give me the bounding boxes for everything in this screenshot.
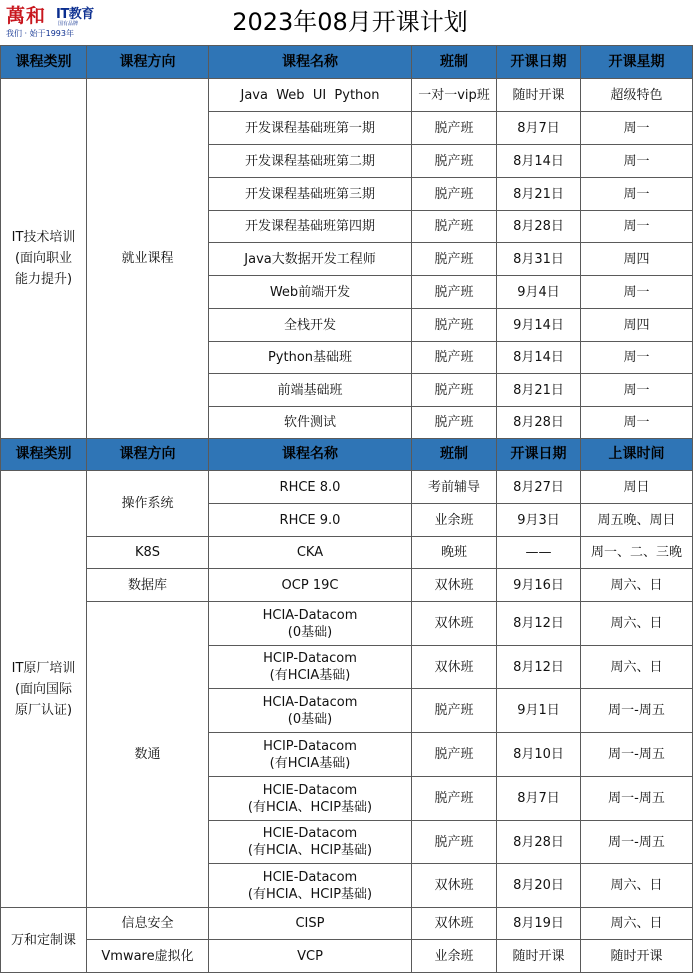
class-type: 脱产班: [412, 145, 497, 178]
direction-cell: 就业课程: [87, 79, 209, 439]
class-type: 脱产班: [412, 211, 497, 243]
weekday: 周一: [581, 374, 693, 407]
header-cell: 开课星期: [581, 46, 693, 79]
class-type: 脱产班: [412, 689, 497, 733]
class-type: 双休班: [412, 602, 497, 646]
header-cell: 开课日期: [497, 439, 581, 471]
logo-it-subtext: 国有品牌: [58, 21, 79, 27]
start-date: 8月12日: [497, 646, 581, 689]
weekday: 周一: [581, 178, 693, 211]
category-cell: [1, 79, 87, 439]
logo-brand-text: 萬和: [6, 5, 47, 27]
weekday: 随时开课: [581, 940, 693, 973]
table-row: [1, 940, 693, 973]
course-name: 前端基础班: [209, 374, 412, 407]
table-row: [1, 569, 693, 602]
start-date: 9月4日: [497, 276, 581, 309]
start-date: 8月19日: [497, 908, 581, 940]
course-name: [209, 689, 412, 733]
course-name: [209, 864, 412, 908]
weekday: 周一、二、三晚: [581, 537, 693, 569]
class-type: 双休班: [412, 646, 497, 689]
start-date: 9月14日: [497, 309, 581, 342]
start-date: 8月28日: [497, 211, 581, 243]
course-name-line2: (有HCIA、HCIP基础): [247, 799, 373, 815]
start-date: 9月1日: [497, 689, 581, 733]
header-cell: 课程方向: [87, 46, 209, 79]
weekday: 周一: [581, 211, 693, 243]
class-type: 双休班: [412, 864, 497, 908]
class-type: 脱产班: [412, 374, 497, 407]
start-date: 8月7日: [497, 112, 581, 145]
header-cell: 课程类别: [1, 439, 87, 471]
category-cell: 万和定制课: [1, 908, 87, 973]
table-row: [1, 602, 693, 646]
start-date: 8月21日: [497, 374, 581, 407]
class-type: 脱产班: [412, 777, 497, 821]
class-type: 脱产班: [412, 733, 497, 777]
course-name: 开发课程基础班第一期: [209, 112, 412, 145]
brand-logo: [4, 4, 116, 42]
weekday: 周六、日: [581, 908, 693, 940]
course-name-line2: (有HCIA基础): [269, 755, 351, 771]
start-date: 8月10日: [497, 733, 581, 777]
direction-cell: 数通: [87, 602, 209, 908]
weekday: 周一-周五: [581, 689, 693, 733]
course-name: OCP 19C: [209, 569, 412, 602]
course-name: 开发课程基础班第二期: [209, 145, 412, 178]
start-date: 8月7日: [497, 777, 581, 821]
course-name: 开发课程基础班第三期: [209, 178, 412, 211]
class-type: 脱产班: [412, 821, 497, 864]
weekday: 周六、日: [581, 602, 693, 646]
course-name-line1: HCIE-Datacom: [262, 826, 358, 841]
weekday: 周五晚、周日: [581, 504, 693, 537]
category-cell: [1, 471, 87, 908]
course-name-line2: (0基础): [287, 711, 333, 727]
course-name-line2: (有HCIA、HCIP基础): [247, 843, 373, 858]
class-type: 脱产班: [412, 178, 497, 211]
direction-cell: 操作系统: [87, 471, 209, 537]
course-name-line1: HCIA-Datacom: [262, 694, 358, 710]
table-row: [1, 908, 693, 940]
course-name-line2: (有HCIA基础): [269, 668, 351, 683]
class-type: 考前辅导: [412, 471, 497, 504]
course-name-line2: (0基础): [287, 624, 333, 640]
class-type: 脱产班: [412, 243, 497, 276]
start-date: 9月16日: [497, 569, 581, 602]
page-title: 2023年08月开课计划: [232, 8, 468, 36]
course-name: Java大数据开发工程师: [209, 243, 412, 276]
title-bar: [0, 0, 693, 45]
direction-cell: Vmware虚拟化: [87, 940, 209, 973]
header-cell: 班制: [412, 46, 497, 79]
logo-slogan: 我们 · 始于1993年: [6, 29, 74, 38]
header-cell: 开课日期: [497, 46, 581, 79]
table-row: [1, 79, 693, 112]
class-type: 脱产班: [412, 342, 497, 374]
start-date: 随时开课: [497, 79, 581, 112]
class-type: 业余班: [412, 504, 497, 537]
weekday: 周一: [581, 112, 693, 145]
weekday: 周六、日: [581, 646, 693, 689]
course-name: 全栈开发: [209, 309, 412, 342]
start-date: 8月12日: [497, 602, 581, 646]
weekday: 周日: [581, 471, 693, 504]
course-name: [209, 646, 412, 689]
start-date: 8月31日: [497, 243, 581, 276]
weekday: 周一-周五: [581, 777, 693, 821]
course-name-line1: HCIP-Datacom: [263, 651, 357, 666]
header-cell: 课程方向: [87, 439, 209, 471]
weekday: 周一: [581, 342, 693, 374]
header-cell: 课程名称: [209, 46, 412, 79]
category-label: IT原厂培训 (面向国际 原厂认证): [11, 660, 76, 718]
course-name-line1: HCIA-Datacom: [262, 607, 358, 623]
header-cell: 班制: [412, 439, 497, 471]
direction-cell: 数据库: [87, 569, 209, 602]
class-type: 业余班: [412, 940, 497, 973]
weekday: 周六、日: [581, 569, 693, 602]
course-name-line2: (有HCIA、HCIP基础): [247, 886, 373, 902]
class-type: 脱产班: [412, 276, 497, 309]
start-date: ——: [497, 537, 581, 569]
class-type: 双休班: [412, 569, 497, 602]
course-name-line1: HCIE-Datacom: [262, 782, 358, 798]
course-name: [209, 733, 412, 777]
category-label: IT技术培训 (面向职业 能力提升): [11, 230, 76, 287]
start-date: 9月3日: [497, 504, 581, 537]
course-name: 软件测试: [209, 407, 412, 439]
start-date: 8月28日: [497, 407, 581, 439]
table-row: [1, 471, 693, 504]
course-name: [209, 602, 412, 646]
class-type: 脱产班: [412, 407, 497, 439]
weekday: 周一: [581, 407, 693, 439]
weekday: 周一: [581, 145, 693, 178]
course-name: [209, 821, 412, 864]
direction-cell: 信息安全: [87, 908, 209, 940]
header-cell: 课程名称: [209, 439, 412, 471]
class-type: 双休班: [412, 908, 497, 940]
table-row: [1, 537, 693, 569]
course-name: [209, 777, 412, 821]
class-type: 晚班: [412, 537, 497, 569]
weekday: 周一: [581, 276, 693, 309]
start-date: 8月28日: [497, 821, 581, 864]
course-name: VCP: [209, 940, 412, 973]
course-name: CKA: [209, 537, 412, 569]
schedule-table: [0, 45, 693, 973]
course-name-line1: HCIP-Datacom: [263, 738, 357, 754]
logo-it-text: IT教育: [56, 7, 94, 22]
course-name: RHCE 8.0: [209, 471, 412, 504]
start-date: 8月21日: [497, 178, 581, 211]
weekday: 周六、日: [581, 864, 693, 908]
direction-cell: K8S: [87, 537, 209, 569]
class-type: 脱产班: [412, 309, 497, 342]
weekday: 超级特色: [581, 79, 693, 112]
weekday: 周四: [581, 309, 693, 342]
weekday: 周一-周五: [581, 733, 693, 777]
weekday: 周一-周五: [581, 821, 693, 864]
course-name: 开发课程基础班第四期: [209, 211, 412, 243]
course-name: Python基础班: [209, 342, 412, 374]
course-name-line1: HCIE-Datacom: [262, 869, 358, 885]
header-cell: 上课时间: [581, 439, 693, 471]
course-name: CISP: [209, 908, 412, 940]
header-row-1: [1, 46, 693, 79]
course-name: Web前端开发: [209, 276, 412, 309]
weekday: 周四: [581, 243, 693, 276]
start-date: 8月14日: [497, 342, 581, 374]
start-date: 8月27日: [497, 471, 581, 504]
course-name: Java Web UI Python: [209, 79, 412, 112]
course-name: RHCE 9.0: [209, 504, 412, 537]
start-date: 8月14日: [497, 145, 581, 178]
header-row-2: [1, 439, 693, 471]
start-date: 随时开课: [497, 940, 581, 973]
class-type: 脱产班: [412, 112, 497, 145]
class-type: 一对一vip班: [412, 79, 497, 112]
header-cell: 课程类别: [1, 46, 87, 79]
start-date: 8月20日: [497, 864, 581, 908]
